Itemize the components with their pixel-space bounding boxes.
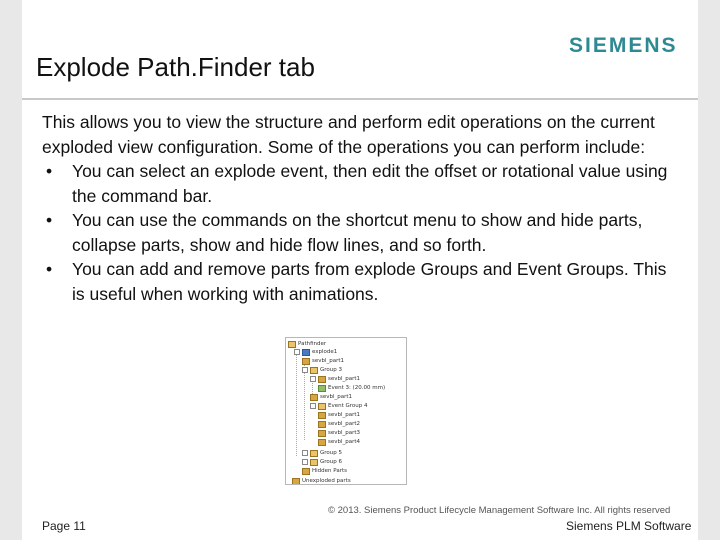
tree-connector-line — [304, 364, 305, 440]
tree-row[interactable] — [318, 429, 360, 437]
tree-row[interactable] — [310, 393, 352, 401]
expand-toggle-icon[interactable] — [302, 459, 308, 465]
slide-title: Explode Path.Finder tab — [36, 52, 315, 82]
bullet-dot: • — [46, 210, 53, 230]
tree-node-label: sevbl_part1 — [328, 376, 361, 382]
bullet-item — [42, 257, 682, 306]
tree-node-icon — [310, 367, 318, 374]
tree-node-label: Pathfinder — [298, 341, 327, 347]
tree-node-icon — [288, 341, 296, 348]
bullet-text: You can select an explode event, then edit the offset or rotational value using the command bar. — [72, 161, 668, 206]
page-number: Page 11 — [42, 519, 86, 533]
tree-node-icon — [302, 358, 310, 365]
tree-row[interactable] — [294, 348, 337, 356]
tree-node-label: Group 6 — [320, 459, 342, 465]
bullet-dot: • — [46, 161, 53, 181]
tree-node-label: Group 3 — [320, 367, 342, 373]
left-side-band — [0, 0, 22, 540]
tree-node-label: Hidden Parts — [312, 468, 347, 474]
tree-connector-line — [296, 352, 297, 456]
tree-node-icon — [318, 421, 326, 428]
tree-node-icon — [318, 439, 326, 446]
tree-row[interactable] — [302, 366, 342, 374]
tree-node-icon — [318, 403, 326, 410]
tree-node-label: explode1 — [312, 349, 338, 355]
intro-paragraph: This allows you to view the structure and perform edit operations on the current exploded view configuration. Some of the operations you can perform include: — [42, 112, 655, 157]
tree-node-label: sevbl_part1 — [328, 412, 361, 418]
tree-row[interactable] — [302, 458, 342, 466]
tree-node-label: Event Group 4 — [328, 403, 368, 409]
tree-node-label: Unexploded parts — [302, 478, 351, 484]
tree-node-label: Group 5 — [320, 450, 342, 456]
tree-node-icon — [318, 412, 326, 419]
tree-node-icon — [318, 385, 326, 392]
tree-row[interactable] — [302, 467, 347, 475]
expand-toggle-icon[interactable] — [310, 376, 316, 382]
tree-node-icon — [292, 478, 300, 485]
tree-row[interactable] — [302, 357, 344, 365]
expand-toggle-icon[interactable] — [294, 349, 300, 355]
tree-row[interactable] — [318, 438, 360, 446]
footer-brand: Siemens PLM Software — [566, 519, 692, 533]
bullet-text: You can add and remove parts from explode Groups and Event Groups. This is useful when working with animations. — [72, 259, 667, 304]
tree-row[interactable] — [310, 375, 360, 383]
body-text — [42, 110, 682, 306]
expand-toggle-icon[interactable] — [310, 403, 316, 409]
tree-row[interactable] — [318, 420, 360, 428]
bullet-dot: • — [46, 259, 53, 279]
expand-toggle-icon[interactable] — [302, 450, 308, 456]
bullet-text: You can use the commands on the shortcut menu to show and hide parts, collapse parts, show and hide flow lines, and so forth. — [72, 210, 643, 255]
tree-node-label: sevbl_part2 — [328, 421, 361, 427]
tree-node-label: sevbl_part1 — [320, 394, 353, 400]
copyright-notice: © 2013. Siemens Product Lifecycle Management Software Inc. All rights reserved — [328, 505, 671, 516]
tree-node-icon — [302, 468, 310, 475]
tree-row[interactable] — [292, 477, 351, 485]
tree-node-label: sevbl_part4 — [328, 439, 361, 445]
bullet-item — [42, 208, 682, 257]
tree-row[interactable] — [302, 449, 342, 457]
right-side-band — [698, 0, 720, 540]
tree-row[interactable] — [288, 340, 326, 348]
tree-node-label: Event 3: (20.00 mm) — [328, 385, 386, 391]
tree-row[interactable] — [310, 402, 368, 410]
tree-node-icon — [310, 394, 318, 401]
tree-node-icon — [310, 450, 318, 457]
siemens-logo: SIEMENS — [569, 34, 678, 57]
bullet-item — [42, 159, 682, 208]
pathfinder-tree-screenshot — [285, 337, 407, 485]
tree-node-label: sevbl_part3 — [328, 430, 361, 436]
tree-node-icon — [302, 349, 310, 356]
tree-node-icon — [318, 430, 326, 437]
tree-node-icon — [318, 376, 326, 383]
expand-toggle-icon[interactable] — [302, 367, 308, 373]
tree-node-label: sevbl_part1 — [312, 358, 345, 364]
tree-node-icon — [310, 459, 318, 466]
tree-row[interactable] — [318, 384, 385, 392]
tree-row[interactable] — [318, 411, 360, 419]
bullet-list — [42, 159, 682, 306]
